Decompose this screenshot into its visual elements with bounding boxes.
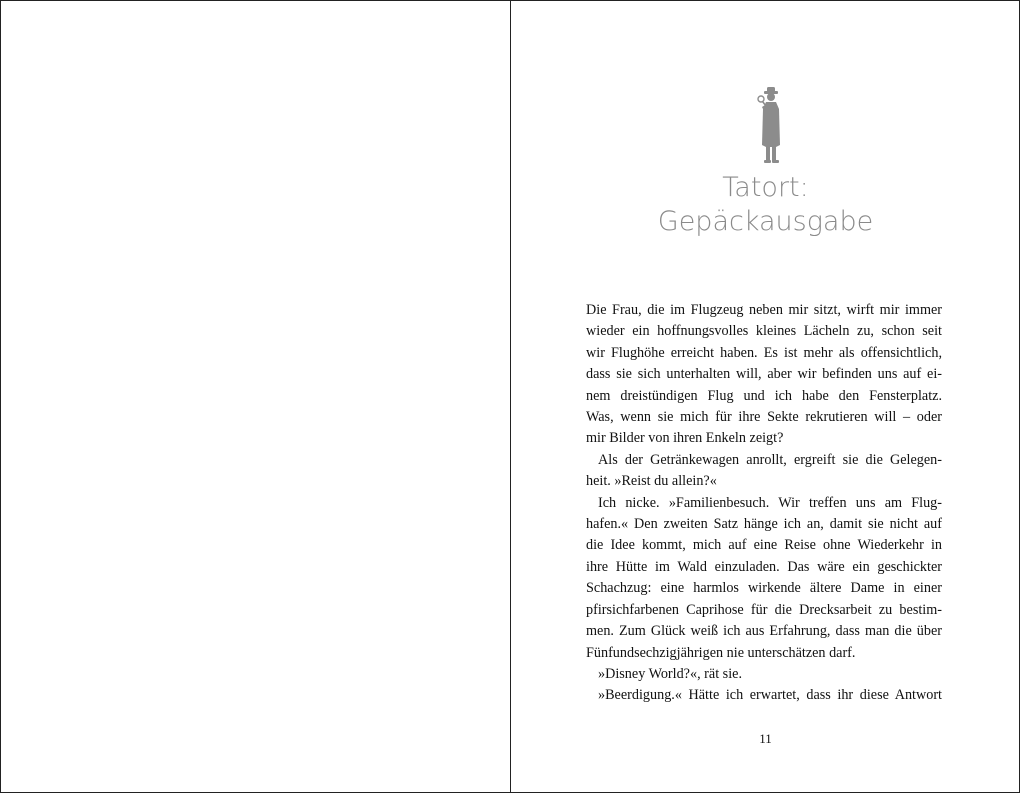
body-text — [586, 300, 942, 707]
text-line: dass sie sich unterhalten will, aber wir befinden uns auf ei- — [586, 366, 942, 383]
text-line: »Beerdigung.« Hätte ich erwartet, dass ihr diese Antwort — [598, 687, 942, 704]
right-page — [511, 0, 1020, 793]
text-line: Die Frau, die im Flugzeug neben mir sitzt, wirft mir immer — [586, 302, 942, 318]
text-line: Was, wenn sie mich für ihre Sekte rekrutieren will – oder — [586, 409, 942, 426]
text-line: »Disney World?«, rät sie. — [598, 665, 742, 682]
detective-silhouette-icon — [757, 87, 785, 165]
text-line: wir Flughöhe erreicht haben. Es ist mehr als offensichtlich, — [586, 344, 942, 361]
text-line: men. Zum Glück weiß ich aus Erfahrung, dass man die über — [586, 623, 942, 640]
chapter-title — [511, 171, 1020, 239]
text-line: pfirsichfarbenen Caprihose für die Drecksarbeit zu bestim- — [586, 601, 942, 618]
text-line: heit. »Reist du allein?« — [586, 473, 717, 490]
text-line: Als der Getränkewagen anrollt, ergreift sie die Gelegen- — [598, 451, 942, 468]
text-line: Fünfundsechzigjährigen nie unterschätzen darf. — [586, 644, 856, 661]
text-line: nem dreistündigen Flug und ich habe den Fensterplatz. — [586, 387, 942, 404]
text-line: hafen.« Den zweiten Satz hänge ich an, damit sie nicht auf — [586, 516, 942, 533]
text-line: Schachzug: eine harmlos wirkende ältere Dame in einer — [586, 580, 942, 597]
chapter-title-line-2: Gepäckausgabe — [657, 206, 874, 237]
text-line: ihre Hütte im Wald einzuladen. Das wäre ein geschickter — [586, 558, 942, 575]
text-line: wieder ein hoffnungsvolles kleines Lächeln zu, schon seit — [586, 323, 942, 340]
text-line: Ich nicke. »Familienbesuch. Wir treffen uns am Flug- — [598, 494, 942, 511]
text-line: mir Bilder von ihren Enkeln zeigt? — [586, 430, 784, 447]
page-number: 11 — [759, 731, 772, 746]
text-line: die Idee kommt, mich auf eine Reise ohne Wiederkehr in — [586, 537, 942, 554]
chapter-title-line-1: Tatort: — [722, 172, 809, 203]
